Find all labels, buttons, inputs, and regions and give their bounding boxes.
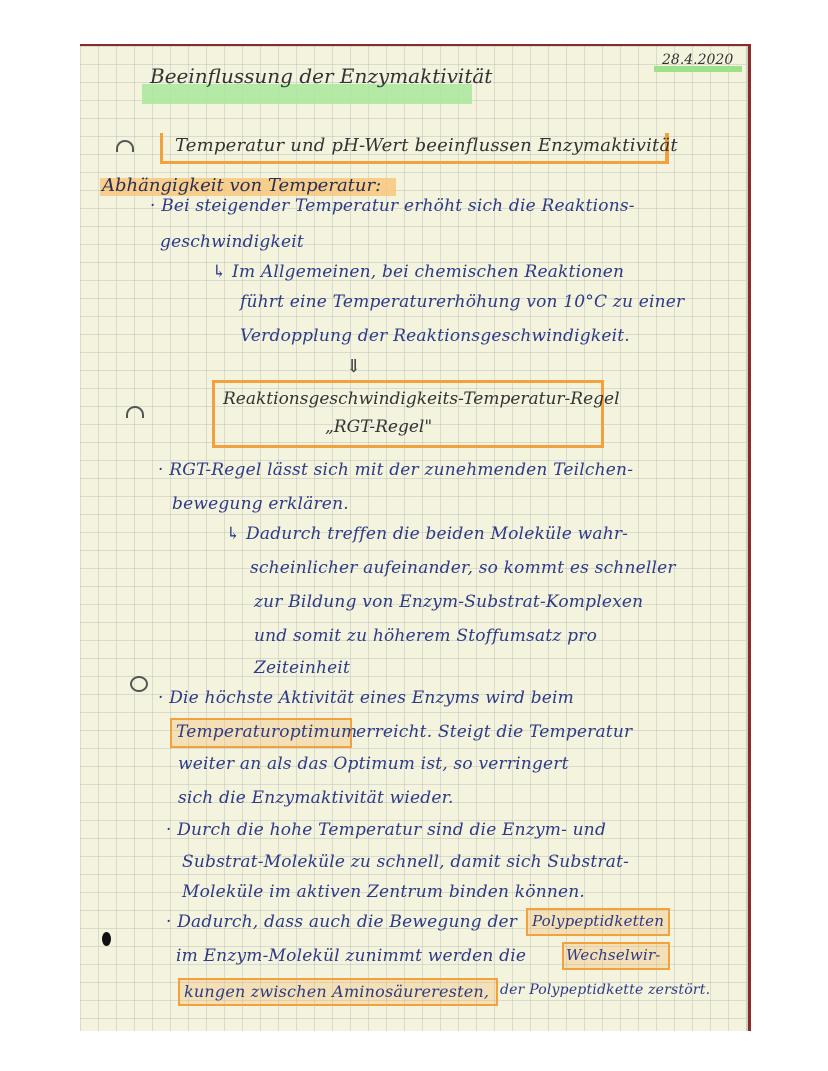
main-topic-text: Temperatur und pH-Wert beeinflussen Enzymaktivität [175,135,678,156]
punch-hole-dot [102,932,111,946]
note-line: sich die Enzymaktivität wieder. [178,788,454,808]
note-line: ↳ Im Allgemeinen, bei chemischen Reaktionen [212,262,625,282]
page-date: 28.4.2020 [662,52,734,68]
note-line: geschwindigkeit [160,232,304,252]
note-line: führt eine Temperaturerhöhung von 10°C zu einer [240,292,685,312]
highlighted-term: Temperaturoptimum [176,722,358,742]
note-line: bewegung erklären. [172,494,349,514]
note-line: und somit zu höherem Stoffumsatz pro [254,626,598,646]
note-line: · Bei steigender Temperatur erhöht sich die Reaktions- [150,196,635,216]
note-line: · Die höchste Aktivität eines Enzyms wird beim [158,688,575,708]
note-line: Substrat-Moleküle zu schnell, damit sich Substrat- [182,852,630,872]
note-line: · RGT-Regel lässt sich mit der zunehmenden Teilchen- [158,460,634,480]
subheading: Abhängigkeit von Temperatur: [102,175,382,196]
highlighted-term: Wechselwir- [566,946,661,964]
note-line: Zeiteinheit [254,658,351,678]
note-line: scheinlicher aufeinander, so kommt es schneller [250,558,676,578]
highlighted-term: Polypeptidketten [532,912,665,930]
note-line: zur Bildung von Enzym-Substrat-Komplexen [254,592,644,612]
rgt-rule-box [212,380,620,448]
note-line: Verdopplung der Reaktionsgeschwindigkeit. [240,326,630,346]
down-arrow-icon: ⇓ [346,356,362,377]
note-line: der Polypeptidkette zerstört. [500,982,711,998]
main-topic-box [160,133,678,164]
note-line: Moleküle im aktiven Zentrum binden können. [182,882,586,902]
note-line: erreicht. Steigt die Temperatur [356,722,633,742]
punch-hole-mark [126,406,144,418]
highlighted-term: kungen zwischen Aminosäureresten, [184,982,490,1001]
note-line: ↳ Dadurch treffen die beiden Moleküle wahr- [226,524,629,544]
rgt-rule-name: Reaktionsgeschwindigkeits-Temperatur-Regel [223,389,620,409]
page-title: Beeinflussung der Enzymaktivität [150,64,493,88]
note-line: · Durch die hohe Temperatur sind die Enzym- und [166,820,607,840]
note-line: · Dadurch, dass auch die Bewegung der [166,912,518,932]
punch-hole-mark [130,676,148,692]
rgt-rule-short: „RGT-Regel" [325,417,433,437]
note-line: im Enzym-Molekül zunimmt werden die [176,946,527,966]
note-line: weiter an als das Optimum ist, so verringert [178,754,569,774]
punch-hole-mark [116,140,134,152]
